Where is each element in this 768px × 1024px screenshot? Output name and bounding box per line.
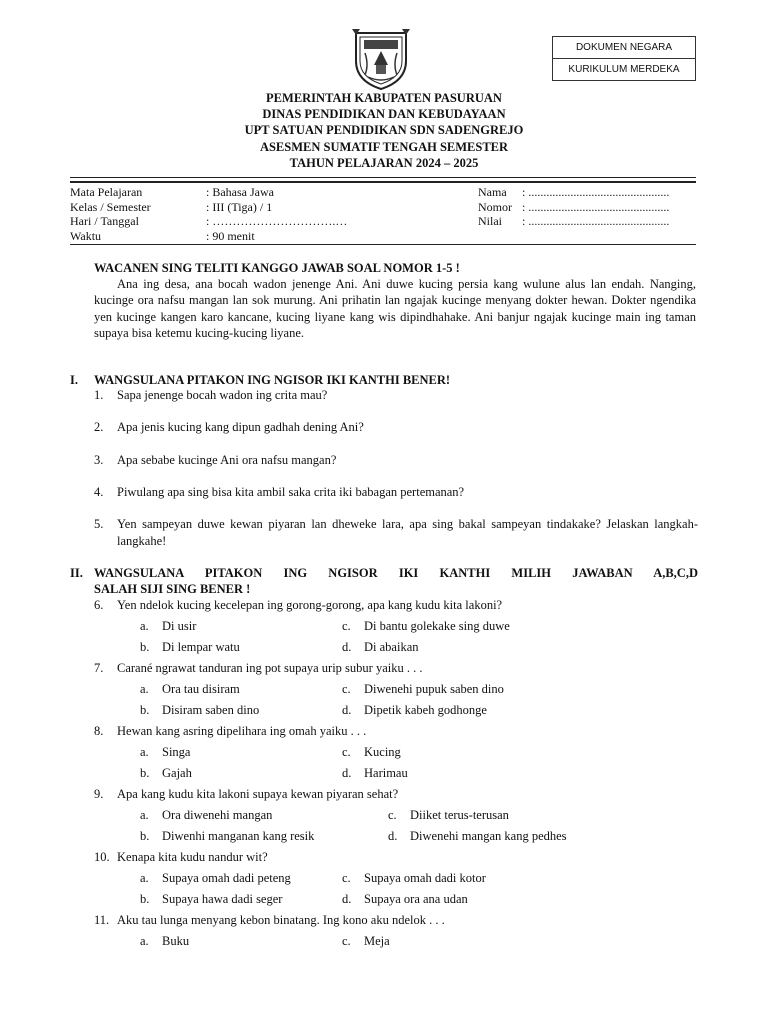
- header-rule-top: [70, 177, 696, 178]
- q9-option-a: a. Ora diwenehi mangan: [140, 808, 273, 822]
- q8-option-c: c. Kucing: [342, 745, 401, 759]
- meta-label-time: Waktu: [70, 229, 102, 244]
- section1-title: WANGSULANA PITAKON ING NGISOR IKI KANTHI BENER!: [94, 373, 451, 387]
- q7-option-c: c. Diwenehi pupuk saben dino: [342, 682, 504, 696]
- meta-label-date: Hari / Tanggal: [70, 214, 139, 229]
- mc-question-11: [94, 912, 698, 929]
- q8-option-d: d. Harimau: [342, 766, 408, 780]
- q10-option-a: a. Supaya omah dadi peteng: [140, 871, 291, 885]
- mc-question-10: [94, 849, 698, 866]
- q9-option-b: b. Diwenhi manganan kang resik: [140, 829, 315, 843]
- section1-number: I.: [70, 373, 78, 387]
- question-number: 4.: [94, 485, 104, 499]
- essay-question-5: [94, 516, 698, 549]
- q7-option-d: d. Dipetik kabeh godhonge: [342, 703, 487, 717]
- doc-label-negara: DOKUMEN NEGARA: [575, 42, 673, 53]
- question-number: 8.: [94, 724, 104, 738]
- question-text: Kenapa kita kudu nandur wit?: [117, 850, 268, 864]
- question-text: Sapa jenenge bocah wadon ing crita mau?: [117, 388, 328, 402]
- q7-option-b: b. Disiram saben dino: [140, 703, 260, 717]
- question-number: 1.: [94, 388, 104, 402]
- meta-label-subject: Mata Pelajaran: [70, 185, 143, 199]
- q8-option-a: a. Singa: [140, 745, 191, 759]
- question-text: Apa sebabe kucinge Ani ora nafsu mangan?: [117, 453, 337, 467]
- essay-question-1: [94, 387, 698, 404]
- section2-title-line2: SALAH SIJI SING BENER !: [94, 582, 251, 596]
- question-text: Aku tau lunga menyang kebon binatang. Ing kono aku ndelok . . .: [117, 913, 445, 927]
- student-label-number: Nomor: [478, 199, 512, 214]
- q6-option-c: c. Di bantu golekake sing duwe: [342, 619, 510, 633]
- pasuruan-coat-of-arms-logo: [350, 25, 412, 91]
- q6-option-b: b. Di lempar watu: [140, 640, 240, 654]
- section2-number: II.: [70, 566, 83, 580]
- heading-line-4: ASESMEN SUMATIF TENGAH SEMESTER: [259, 139, 509, 154]
- q9-option-c: c. Diiket terus-terusan: [388, 808, 509, 822]
- meta-value-date: : ………………………….…: [206, 214, 348, 229]
- question-text: Apa kang kudu kita lakoni supaya kewan piyaran sehat?: [117, 787, 399, 801]
- question-text: Yen sampeyan duwe kewan piyaran lan dheweke lara, apa sing bakal sampeyan tindakake? Jelaskan langkah-langkahe!: [117, 517, 698, 548]
- q6-option-a: a. Di usir: [140, 619, 197, 633]
- meta-value-time: : 90 menit: [206, 229, 255, 244]
- question-number: 10.: [94, 850, 110, 864]
- essay-question-4: [94, 484, 698, 501]
- question-number: 7.: [94, 661, 104, 675]
- q10-option-c: c. Supaya omah dadi kotor: [342, 871, 486, 885]
- meta-rule-bottom: [70, 244, 696, 245]
- heading-line-3: UPT SATUAN PENDIDIKAN SDN SADENGREJO: [244, 123, 524, 138]
- essay-question-3: [94, 452, 698, 469]
- q6-option-d: d. Di abaikan: [342, 640, 419, 654]
- meta-value-subject: : Bahasa Jawa: [206, 185, 274, 199]
- heading-line-1: PEMERINTAH KABUPATEN PASURUAN: [266, 91, 502, 105]
- heading-line-2: DINAS PENDIDIKAN DAN KEBUDAYAAN: [262, 107, 506, 122]
- q8-option-b: b. Gajah: [140, 766, 192, 780]
- heading-line-5: TAHUN PELAJARAN 2024 – 2025: [289, 155, 479, 170]
- meta-labels: [70, 185, 210, 244]
- meta-value-class: : III (Tiga) / 1: [206, 199, 273, 214]
- meta-values: [206, 185, 426, 244]
- student-label-score: Nilai: [478, 214, 502, 229]
- mc-question-7: [94, 660, 698, 677]
- q10-option-b: b. Supaya hawa dadi seger: [140, 892, 283, 906]
- student-label-name: Nama: [478, 185, 507, 199]
- doc-label-kurikulum: KURIKULUM MERDEKA: [553, 58, 695, 80]
- question-text: Carané ngrawat tanduran ing pot supaya urip subur yaiku . . .: [117, 661, 423, 675]
- mc-question-6: [94, 597, 698, 614]
- question-text: Hewan kang asring dipelihara ing omah yaiku . . .: [117, 724, 367, 738]
- question-number: 11.: [94, 913, 110, 927]
- student-field-score: : ...............................................: [522, 214, 670, 229]
- reading-instruction: WACANEN SING TELITI KANGGO JAWAB SOAL NOMOR 1-5 !: [94, 261, 460, 275]
- question-text: Apa jenis kucing kang dipun gadhah dening Ani?: [117, 420, 364, 434]
- reading-passage: Ana ing desa, ana bocah wadon jenenge Ani. Ani duwe kucing persia kang wulune alus lan endah. Nanging, kucinge ora nafsu mangan lan sok murung. Ani prihatin lan ngajak kucinge menyang dokter hewan. Dokter ngendika yen kucinge kangen karo kancane, kucing liyane kang wis dipindhahake. Ani banjur ngajak kucinge main ing taman supaya bisa ketemu kucing-kucing liyane.: [94, 277, 696, 340]
- student-labels: [478, 185, 528, 229]
- question-number: 2.: [94, 420, 104, 434]
- question-number: 5.: [94, 517, 104, 531]
- q11-option-c: c. Meja: [342, 934, 390, 948]
- mc-question-8: [94, 723, 698, 740]
- header-rule-top-thick: [70, 181, 696, 183]
- meta-label-class: Kelas / Semester: [70, 199, 151, 214]
- q10-option-d: d. Supaya ora ana udan: [342, 892, 468, 906]
- essay-question-2: [94, 419, 698, 436]
- student-fields: [522, 185, 698, 229]
- question-number: 6.: [94, 598, 104, 612]
- question-number: 3.: [94, 453, 104, 467]
- section2-title-line1: WANGSULANA PITAKON ING NGISOR IKI KANTHI MILIH JAWABAN A,B,C,D: [94, 566, 698, 580]
- question-number: 9.: [94, 787, 104, 801]
- q9-option-d: d. Diwenehi mangan kang pedhes: [388, 829, 567, 843]
- mc-question-9: [94, 786, 698, 803]
- student-field-number: : ...............................................: [522, 199, 670, 214]
- question-text: Piwulang apa sing bisa kita ambil saka crita iki babagan pertemanan?: [117, 485, 465, 499]
- q11-option-a: a. Buku: [140, 934, 190, 948]
- q7-option-a: a. Ora tau disiram: [140, 682, 240, 696]
- student-field-name: : ...............................................: [522, 185, 670, 199]
- document-heading: [0, 90, 768, 171]
- document-type-box: [552, 36, 696, 81]
- question-text: Yen ndelok kucing kecelepan ing gorong-gorong, apa kang kudu kita lakoni?: [117, 598, 503, 612]
